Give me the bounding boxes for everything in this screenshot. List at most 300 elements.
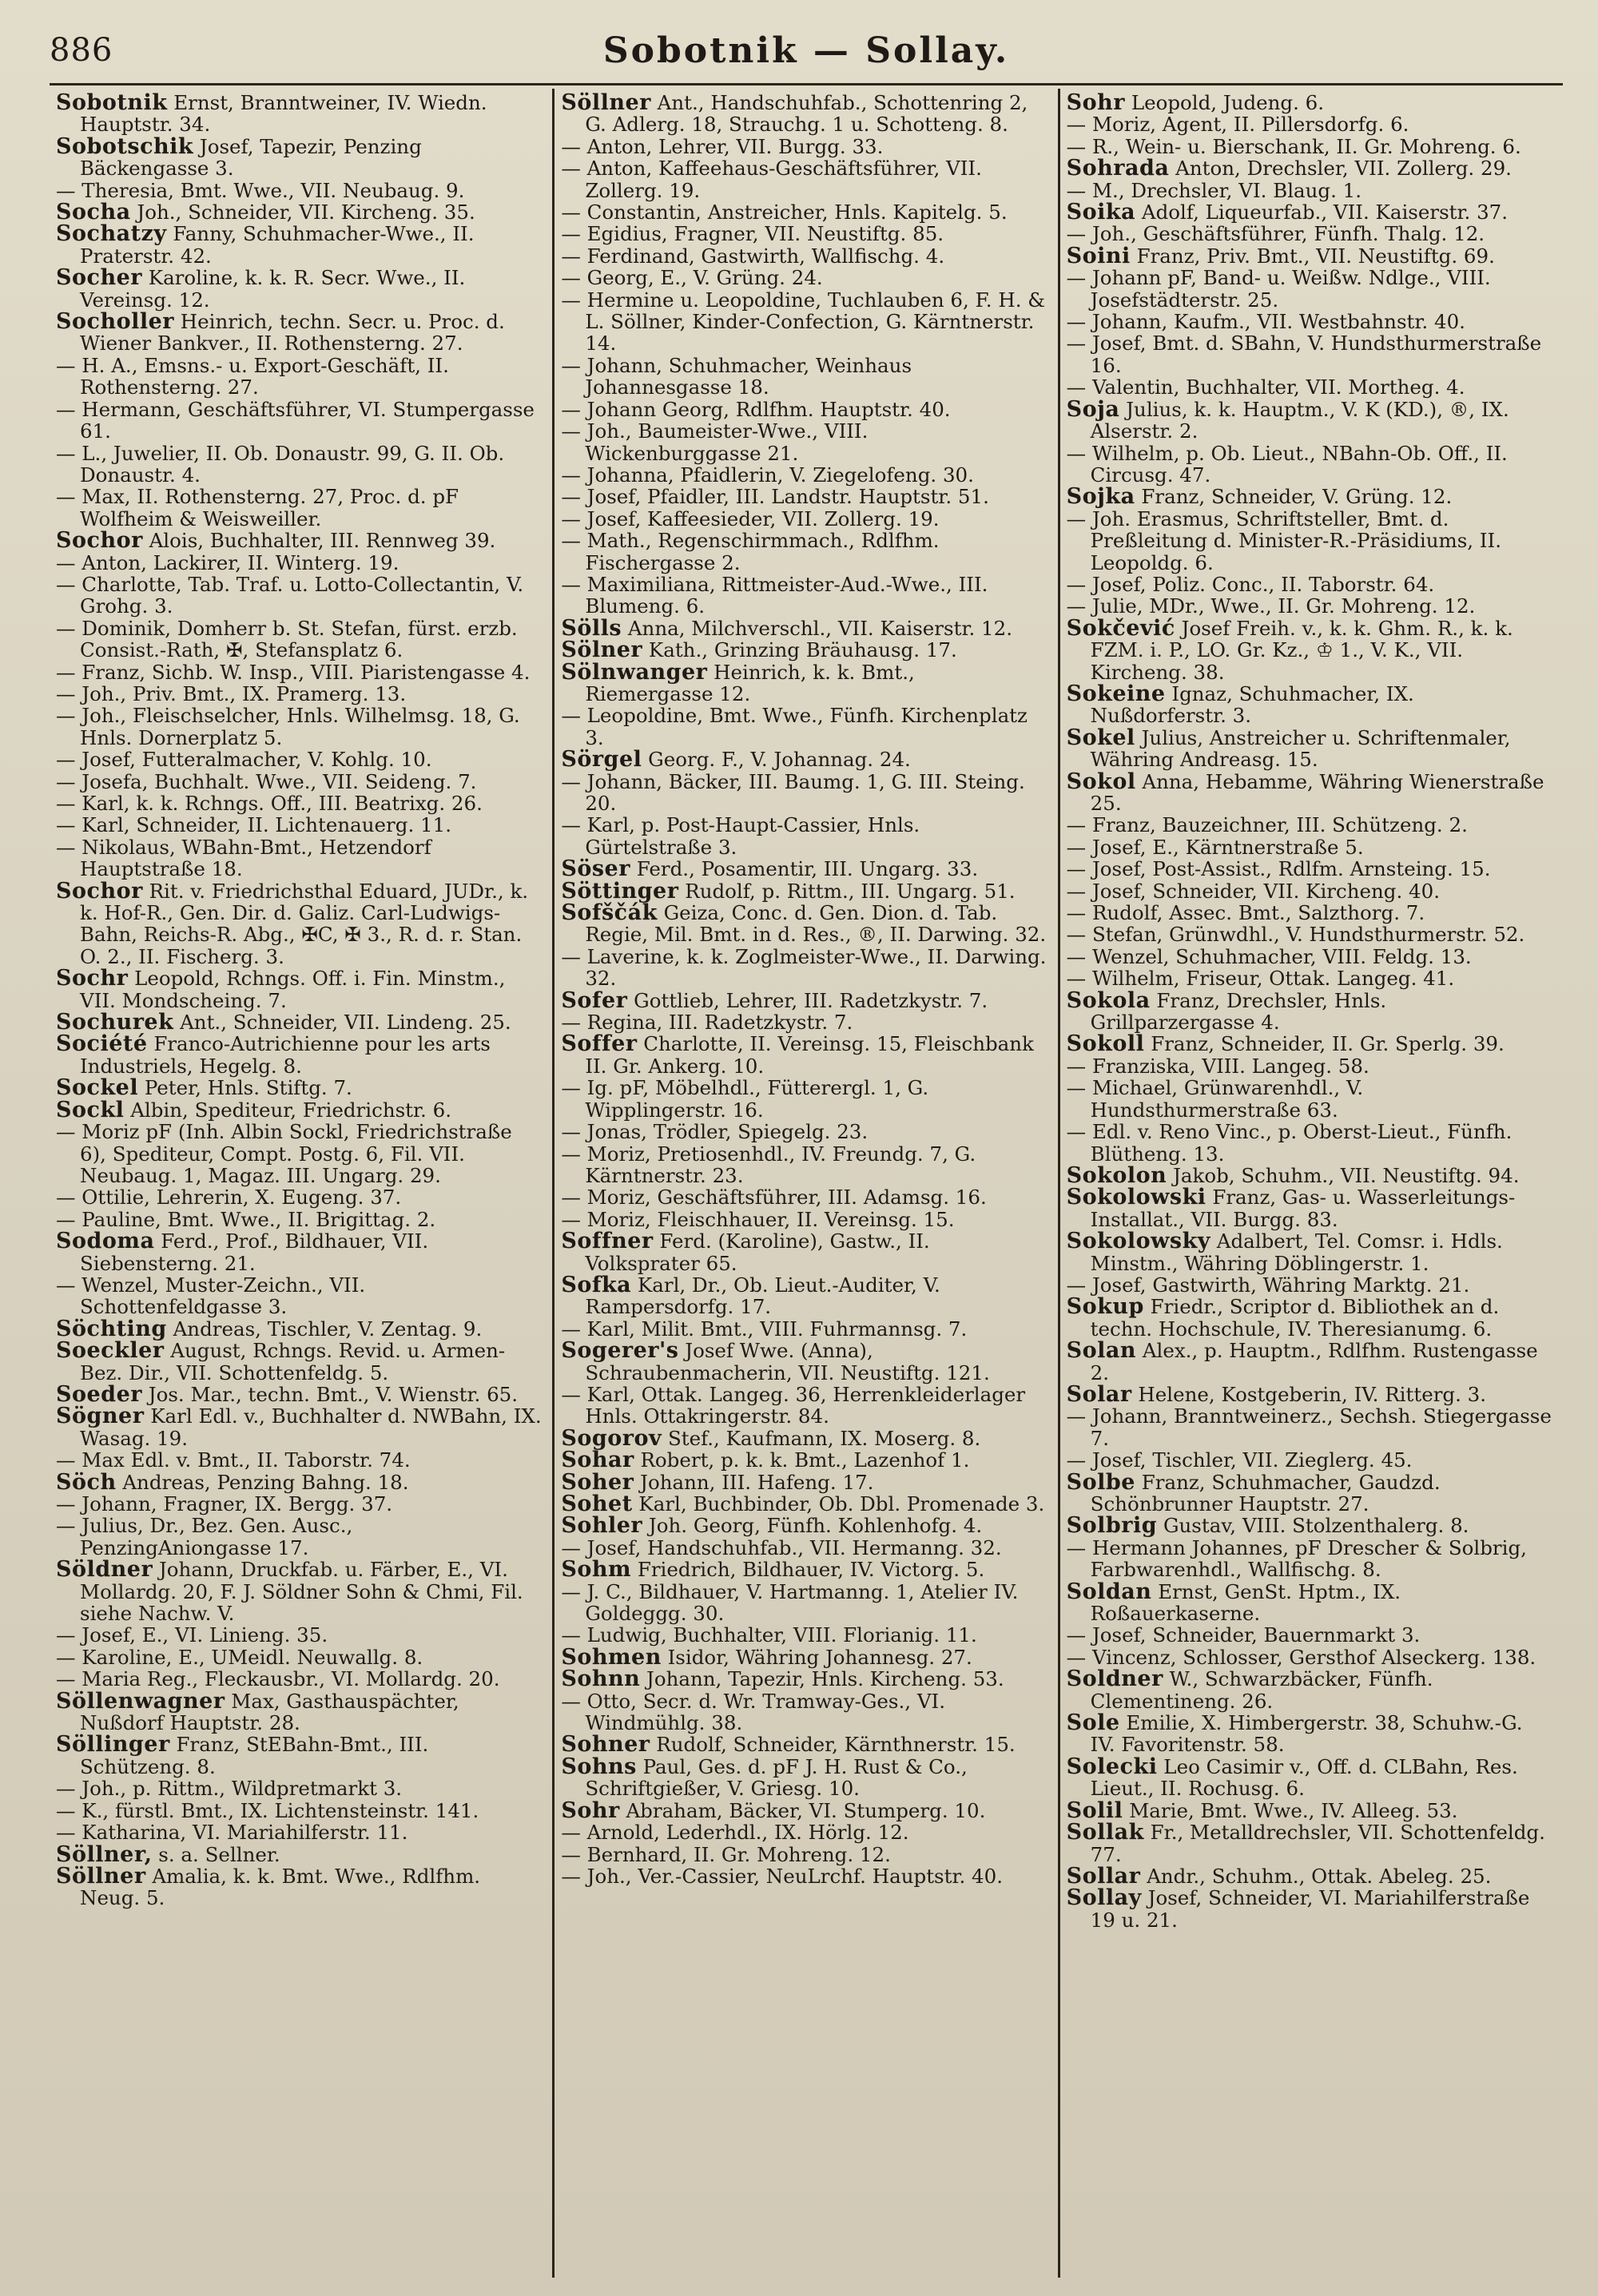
entry-text: — Joh., p. Rittm., Wildpretmarkt 3. <box>56 1777 403 1801</box>
entry-text: — Johann, Bäcker, III. Baumg. 1, G. III. Steing. 20. <box>561 769 1025 815</box>
directory-entry <box>1067 946 1553 967</box>
entry-text: — Josef, Poliz. Conc., II. Taborstr. 64. <box>1066 572 1435 596</box>
directory-entry <box>1067 967 1553 989</box>
entry-text: Rudolf, Schneider, Kärnthnerstr. 15. <box>650 1733 1016 1757</box>
entry-headname: Söch <box>56 1469 117 1495</box>
directory-entry <box>56 814 543 836</box>
entry-headname: Sohar <box>561 1448 634 1473</box>
entry-text: Ferd. (Karoline), Gastw., II. Volksprater 65. <box>585 1229 930 1275</box>
directory-entry <box>1067 443 1553 487</box>
directory-entry <box>56 618 543 661</box>
directory-entry <box>561 1384 1047 1428</box>
directory-entry <box>561 201 1047 223</box>
directory-entry <box>561 267 1047 288</box>
directory-entry <box>1067 157 1553 179</box>
entry-text: Andreas, Penzing Bahng. 18. <box>116 1470 409 1494</box>
entry-headname: Sogorov <box>561 1425 662 1451</box>
entry-text: — Moriz, Geschäftsführer, III. Adamsg. 16. <box>561 1186 987 1210</box>
directory-entry <box>561 1557 1047 1583</box>
directory-entry <box>561 399 1047 420</box>
entry-text: — Wilhelm, Friseur, Ottak. Langeg. 41. <box>1066 967 1455 991</box>
directory-entry <box>56 1033 543 1077</box>
entry-headname: Socher <box>56 265 142 291</box>
entry-text: — Johann pF, Band- u. Weißw. Ndlge., VIII. Josefstädterstr. 25. <box>1066 266 1491 312</box>
directory-entry <box>1067 1296 1553 1340</box>
entry-text: Franz, Schneider, V. Grüng. 12. <box>1135 485 1453 509</box>
directory-entry <box>561 1425 1047 1451</box>
entry-headname: Sodoma <box>56 1229 155 1254</box>
directory-entry <box>561 858 1047 880</box>
directory-entry <box>1066 1469 1553 1515</box>
entry-text: — Moriz, Fleischhauer, II. Vereinsg. 15. <box>561 1207 955 1231</box>
entry-text: — Ferdinand, Gastwirth, Wallfischg. 4. <box>561 244 945 268</box>
entry-headname: Sokol <box>1066 769 1136 794</box>
directory-entry <box>1067 924 1553 945</box>
entry-headname: Soeder <box>56 1381 142 1407</box>
entry-text: — L., Juwelier, II. Ob. Donaustr. 99, G. II. Ob. Donaustr. 4. <box>56 441 505 487</box>
directory-entry <box>56 355 543 399</box>
entry-headname: Solil <box>1066 1797 1123 1823</box>
directory-entry <box>56 1668 543 1690</box>
entry-headname: Soika <box>1066 200 1136 225</box>
entry-text: — Wenzel, Muster-Zeichn., VII. Schottenfeldgasse 3. <box>56 1273 366 1319</box>
entry-text: Amalia, k. k. Bmt. Wwe., Rdlfhm. Neug. 5. <box>80 1864 481 1910</box>
directory-entry <box>561 705 1047 749</box>
entry-text: Geiza, Conc. d. Gen. Dion. d. Tab. Regie, Mil. Bmt. in d. Res., ®, II. Darwing. 32. <box>585 901 1047 947</box>
directory-entry <box>56 967 543 1011</box>
entry-headname: Sockl <box>56 1097 125 1122</box>
entry-text: Jos. Mar., techn. Bmt., V. Wienstr. 65. <box>141 1382 519 1406</box>
entry-text: Paul, Ges. d. pF J. H. Rust & Co., Schriftgießer, V. Griesg. 10. <box>585 1754 968 1801</box>
entry-text: — Moriz pF (Inh. Albin Sockl, Friedrichstraße 6), Spediteur, Compt. Postg. 6, Fil. VII. Neubaug. 1, Magaz. III. Ungarg. 29. <box>56 1120 512 1187</box>
entry-text: — Johanna, Pfaidlerin, V. Ziegelofeng. 30. <box>561 463 974 487</box>
entry-headname: Sokčević <box>1066 615 1175 641</box>
entry-text: Jakob, Schuhm., VII. Neustiftg. 94. <box>1167 1163 1520 1187</box>
directory-entry <box>1067 858 1553 880</box>
directory-entry <box>1067 113 1553 135</box>
directory-entry <box>561 1821 1047 1843</box>
directory-entry <box>561 223 1047 244</box>
entry-text: Leo Casimir v., Off. d. CLBahn, Res. Lieut., II. Rochusg. 6. <box>1090 1754 1518 1801</box>
entry-text: — Karl, Milit. Bmt., VIII. Fuhrmannsg. 7. <box>561 1317 968 1341</box>
entry-text: — Anton, Lehrer, VII. Burgg. 33. <box>561 134 884 158</box>
entry-text: — Josef, E., Kärntnerstraße 5. <box>1066 835 1364 859</box>
entry-text: — Rudolf, Assec. Bmt., Salzthorg. 7. <box>1066 901 1425 925</box>
directory-entry <box>1067 1274 1553 1296</box>
entry-headname: Sohler <box>561 1513 643 1539</box>
directory-entry <box>56 749 543 770</box>
directory-entry <box>561 157 1047 201</box>
directory-entry <box>561 1624 1047 1646</box>
entry-text: — Math., Regenschirmmach., Rdlfhm. Fischergasse 2. <box>561 529 940 574</box>
entry-text: — Josef, Gastwirth, Währing Marktg. 21. <box>1066 1273 1470 1297</box>
directory-entry <box>56 1559 543 1624</box>
directory-entry <box>56 486 543 530</box>
directory-entry <box>56 1011 543 1033</box>
directory-entry <box>1067 1887 1553 1931</box>
entry-text: — Wilhelm, p. Ob. Lieut., NBahn-Ob. Off., II. Circusg. 47. <box>1066 441 1508 487</box>
directory-entry <box>561 1732 1047 1758</box>
entry-text: — Johann Georg, Rdlfhm. Hauptstr. 40. <box>561 397 951 421</box>
entry-text: Josef Wwe. (Anna), Schraubenmacherin, VII. Neustiftg. 121. <box>585 1339 990 1384</box>
entry-text: Georg. F., V. Johannag. 24. <box>642 748 911 772</box>
entry-headname: Socha <box>56 200 131 225</box>
entry-text: Josef, Schneider, VI. Mariahilferstraße 19 u. 21. <box>1090 1886 1530 1932</box>
directory-entry <box>1067 1077 1553 1121</box>
entry-text: Franz, StEBahn-Bmt., III. Schützeng. 8. <box>80 1733 429 1778</box>
entry-text: Rudolf, p. Rittm., III. Ungarg. 51. <box>678 879 1016 903</box>
directory-entry <box>1066 1797 1553 1823</box>
directory-entry <box>1066 396 1553 443</box>
directory-entry <box>561 1844 1047 1865</box>
entry-text: Marie, Bmt. Wwe., IV. Alleeg. 53. <box>1123 1798 1458 1822</box>
directory-entry <box>1067 376 1553 398</box>
directory-entry <box>1067 595 1553 617</box>
directory-entry <box>561 464 1047 486</box>
entry-headname: Söllenwagner <box>56 1688 225 1714</box>
directory-entry <box>1066 987 1553 1035</box>
entry-headname: Sohnn <box>561 1666 641 1692</box>
directory-entry <box>56 1734 543 1778</box>
entry-text: — Franz, Sichb. W. Insp., VIII. Piaristengasse 4. <box>56 660 531 684</box>
entry-text: Max, Gasthauspächter, Nußdorf Hauptstr. 28. <box>80 1689 459 1735</box>
entry-text: Alois, Buchhalter, III. Rennweg 39. <box>142 529 496 553</box>
entry-text: s. a. Sellner. <box>152 1842 280 1866</box>
entry-headname: Sohrada <box>1066 156 1170 181</box>
directory-entry <box>1067 1865 1553 1887</box>
directory-entry <box>561 1513 1047 1539</box>
entry-text: — Josef, Futteralmacher, V. Kohlg. 10. <box>56 748 432 772</box>
entry-text: — Joh., Geschäftsführer, Fünfh. Thalg. 12. <box>1066 222 1485 246</box>
entry-text: — Arnold, Lederhdl., IX. Hörlg. 12. <box>561 1821 909 1845</box>
entry-headname: Solan <box>1066 1338 1137 1364</box>
entry-text: — Edl. v. Reno Vinc., p. Oberst-Lieut., Fünfh. Blütheng. 13. <box>1066 1120 1513 1166</box>
directory-entry <box>561 1186 1047 1208</box>
directory-entry <box>1067 1121 1553 1165</box>
directory-entry <box>56 792 543 814</box>
directory-entry <box>561 289 1047 355</box>
directory-entry <box>561 1581 1047 1625</box>
entry-text: — Moriz, Agent, II. Pillersdorfg. 6. <box>1066 113 1409 137</box>
directory-entry <box>561 1469 1047 1495</box>
entry-text: Joh., Schneider, VII. Kircheng. 35. <box>130 201 475 224</box>
directory-entry <box>561 1493 1047 1515</box>
directory-entry <box>56 311 543 355</box>
entry-text: — Joh., Ver.-Cassier, NeuLrchf. Hauptstr. 40. <box>561 1864 1004 1888</box>
entry-text: — Julie, MDr., Wwe., II. Gr. Mohreng. 12. <box>1066 594 1476 618</box>
directory-entry <box>561 987 1047 1013</box>
directory-entry <box>56 1381 543 1407</box>
directory-entry <box>56 1778 543 1799</box>
directory-entry <box>1067 1647 1553 1668</box>
directory-entry <box>56 574 543 618</box>
directory-entry <box>56 1230 543 1274</box>
entry-text: — Karl, Ottak. Langeg. 36, Herrenkleiderlager Hnls. Ottakringerstr. 84. <box>561 1382 1026 1428</box>
entry-text: — Valentin, Buchhalter, VII. Mortheg. 4. <box>1066 375 1465 399</box>
entry-text: — Karl, k. k. Rchngs. Off., III. Beatrixg. 26. <box>56 792 483 815</box>
entry-text: — Dominik, Domherr b. St. Stefan, fürst. erzb. Consist.-Rath, ✠, Stefansplatz 6. <box>56 616 518 662</box>
entry-headname: Sokolowsky <box>1066 1229 1210 1254</box>
directory-entry <box>56 223 543 267</box>
entry-headname: Sohns <box>561 1754 637 1779</box>
entry-text: — Josef, E., VI. Linieng. 35. <box>56 1623 328 1647</box>
entry-text: Karoline, k. k. R. Secr. Wwe., II. Vereinsg. 12. <box>80 266 466 312</box>
entry-text: — Otto, Secr. d. Wr. Tramway-Ges., VI. Windmühlg. 38. <box>561 1689 946 1735</box>
directory-entry <box>561 1797 1047 1823</box>
entry-text: — Constantin, Anstreicher, Hnls. Kapitelg. 5. <box>561 201 1008 224</box>
entry-text: Franz, Gas- u. Wasserleitungs-Installat., VII. Burgg. 83. <box>1090 1186 1516 1231</box>
directory-entry <box>56 1186 543 1208</box>
entry-text: — Josef, Schneider, VII. Kircheng. 40. <box>1066 879 1441 903</box>
directory-entry <box>561 1449 1047 1471</box>
entry-text: — Josef, Tischler, VII. Zieglerg. 45. <box>1066 1448 1413 1472</box>
directory-entry <box>1067 1581 1553 1625</box>
entry-headname: Sohr <box>561 1797 620 1823</box>
entry-text: — Vincenz, Schlosser, Gersthof Alseckerg. 138. <box>1066 1645 1536 1669</box>
directory-entry <box>561 1011 1047 1033</box>
entry-text: Charlotte, II. Vereinsg. 15, Fleischbank II. Gr. Ankerg. 10. <box>585 1032 1034 1078</box>
entry-text: — Wenzel, Schuhmacher, VIII. Feldg. 13. <box>1066 944 1472 968</box>
entry-headname: Sochor <box>56 528 143 554</box>
directory-entry <box>56 1405 543 1449</box>
entry-text: Franz, Drechsler, Hnls. Grillparzergasse 4. <box>1090 988 1387 1035</box>
directory-entry <box>56 683 543 705</box>
entry-text: — Ig. pF, Möbelhdl., Fütterergl. 1, G. Wipplingerstr. 16. <box>561 1076 929 1122</box>
entry-text: Stef., Kaufmann, IX. Moserg. 8. <box>662 1426 981 1450</box>
directory-entry <box>1067 267 1553 311</box>
entry-headname: Soffner <box>561 1229 654 1254</box>
entry-headname: Sobotschik <box>56 133 194 159</box>
directory-entry <box>56 705 543 749</box>
entry-text: Julius, Anstreicher u. Schriftenmaler, Währing Andreasg. 15. <box>1090 725 1511 772</box>
entry-text: Leopold, Rchngs. Off. i. Fin. Minstm., VII. Mondscheing. 7. <box>80 967 506 1012</box>
entry-headname: Soher <box>561 1469 634 1495</box>
directory-entry <box>561 420 1047 464</box>
entry-text: — Leopoldine, Bmt. Wwe., Fünfh. Kirchenplatz 3. <box>561 704 1028 749</box>
directory-entry <box>1067 1756 1553 1800</box>
entry-text: Adalbert, Tel. Comsr. i. Hdls. Minstm., Währing Döblingerstr. 1. <box>1090 1229 1503 1275</box>
entry-text: Ernst, GenSt. Hptm., IX. Roßauerkaserne. <box>1090 1579 1401 1626</box>
entry-text: Fanny, Schuhmacher-Wwe., II. Praterstr. 42. <box>80 222 475 268</box>
entry-text: W., Schwarzbäcker, Fünfh. Clementineng. 26. <box>1090 1667 1433 1713</box>
entry-headname: Sörgel <box>561 747 642 773</box>
directory-entry <box>561 1340 1047 1384</box>
directory-entry <box>1067 223 1553 244</box>
directory-entry <box>561 574 1047 618</box>
directory-entry <box>1066 1513 1553 1539</box>
directory-entry <box>56 771 543 792</box>
entry-headname: Sokolon <box>1066 1162 1167 1188</box>
entry-text: Albin, Spediteur, Friedrichstr. 6. <box>124 1098 451 1122</box>
entry-text: August, Rchngs. Revid. u. Armen-Bez. Dir., VII. Schottenfeldg. 5. <box>80 1339 506 1384</box>
directory-entry <box>561 136 1047 157</box>
entry-text: Helene, Kostgeberin, IV. Ritterg. 3. <box>1131 1382 1487 1406</box>
directory-entry <box>561 245 1047 267</box>
directory-entry <box>56 201 543 223</box>
entry-headname: Sojka <box>1066 484 1135 510</box>
entry-text: — H. A., Emsns.- u. Export-Geschäft, II. Rothensterng. 27. <box>56 353 449 399</box>
entry-text: Ferd., Prof., Bildhauer, VII. Siebensterng. 21. <box>80 1229 429 1275</box>
directory-entry <box>561 639 1047 661</box>
entry-text: Johann, III. Hafeng. 17. <box>634 1470 874 1494</box>
directory-entry <box>56 1624 543 1646</box>
entry-headname: Socholler <box>56 309 175 335</box>
entry-text: — Laverine, k. k. Zoglmeister-Wwe., II. Darwing. 32. <box>561 944 1047 991</box>
entry-headname: Sohm <box>561 1557 632 1583</box>
column-2 <box>552 89 1057 2278</box>
entry-text: Josef Freih. v., k. k. Ghm. R., k. k. FZM. i. P., LO. Gr. Kz., ♔ 1., V. K., VII. Kircheng. 38. <box>1090 616 1513 684</box>
entry-headname: Sollak <box>1066 1820 1144 1845</box>
entry-headname: Sochor <box>56 878 143 904</box>
directory-entry <box>56 552 543 574</box>
entry-text: — Bernhard, II. Gr. Mohreng. 12. <box>561 1842 891 1866</box>
entry-text: — Georg, E., V. Grüng. 24. <box>561 266 823 290</box>
entry-headname: Société <box>56 1031 148 1057</box>
entry-text: — Hermann Johannes, pF Drescher & Solbrig, Farbwarenhdl., Wallfischg. 8. <box>1066 1535 1527 1582</box>
entry-text: — Josef, Handschuhfab., VII. Hermanng. 32. <box>561 1535 1002 1559</box>
entry-headname: Sohmen <box>561 1644 662 1670</box>
entry-headname: Sölnwanger <box>561 659 708 685</box>
entry-text: Isidor, Währing Johannesg. 27. <box>661 1645 972 1669</box>
directory-entry <box>56 267 543 311</box>
entry-headname: Sokola <box>1066 987 1151 1013</box>
entry-text: — Josef, Bmt. d. SBahn, V. Hundsthurmerstraße 16. <box>1066 332 1542 377</box>
directory-entry <box>1066 1381 1553 1407</box>
directory-entry <box>1067 1186 1553 1230</box>
entry-headname: Sokup <box>1066 1294 1144 1320</box>
entry-headname: Soeckler <box>56 1338 165 1364</box>
directory-entry <box>561 946 1047 990</box>
directory-entry <box>561 1318 1047 1340</box>
entry-headname: Soja <box>1066 396 1120 422</box>
directory-entry <box>56 92 543 136</box>
entry-text: — Johann, Kaufm., VII. Westbahnstr. 40. <box>1066 310 1465 334</box>
page-header <box>50 27 1563 85</box>
entry-text: — Franziska, VIII. Langeg. 58. <box>1066 1054 1369 1078</box>
entry-text: — Jonas, Trödler, Spiegelg. 23. <box>561 1120 869 1144</box>
entry-text: Heinrich, techn. Secr. u. Proc. d. Wiener Bankver., II. Rothensterng. 27. <box>80 310 505 356</box>
directory-entry <box>1067 245 1553 267</box>
entry-headname: Soldner <box>1066 1666 1163 1692</box>
entry-text: Franz, Schuhmacher, Gaudzd. Schönbrunner Hauptstr. 27. <box>1090 1470 1441 1515</box>
directory-entry <box>1067 1340 1553 1384</box>
directory-entry <box>56 661 543 683</box>
directory-entry <box>561 1756 1047 1800</box>
entry-text: Anna, Hebamme, Währing Wienerstraße 25. <box>1090 769 1544 815</box>
directory-entry <box>1067 880 1553 902</box>
entry-text: — K., fürstl. Bmt., IX. Lichtensteinstr. 141. <box>56 1798 479 1822</box>
directory-entry <box>561 508 1047 530</box>
entry-text: — Karl, Schneider, II. Lichtenauerg. 11. <box>56 813 451 837</box>
entry-text: Adolf, Liqueurfab., VII. Kaiserstr. 37. <box>1135 201 1509 224</box>
directory-entry <box>56 1515 543 1559</box>
directory-entry <box>1067 1624 1553 1646</box>
directory-entry <box>561 1644 1047 1670</box>
entry-text: — Maximiliana, Rittmeister-Aud.-Wwe., III. Blumeng. 6. <box>561 572 988 618</box>
directory-entry <box>561 1690 1047 1734</box>
directory-entry <box>1067 574 1553 595</box>
entry-headname: Soffer <box>561 1031 638 1057</box>
directory-entry <box>56 1865 543 1909</box>
directory-entry <box>561 1537 1047 1559</box>
directory-entry <box>1067 508 1553 574</box>
entry-headname: Solbe <box>1066 1469 1135 1495</box>
entry-text: Johann, Tapezir, Hnls. Kircheng. 53. <box>640 1667 1004 1691</box>
directory-entry <box>1067 727 1553 771</box>
entry-text: Joh. Georg, Fünfh. Kohlenhofg. 4. <box>642 1514 983 1538</box>
entry-headname: Sochurek <box>56 1010 174 1035</box>
directory-entry <box>56 880 543 968</box>
entry-headname: Söser <box>561 856 630 882</box>
entry-headname: Sohner <box>561 1732 650 1758</box>
entry-text: Franco-Autrichienne pour les arts Industriels, Hegelg. 8. <box>80 1032 491 1078</box>
directory-entry <box>561 1033 1047 1077</box>
directory-entry <box>561 1230 1047 1274</box>
directory-entry <box>1067 1712 1553 1756</box>
entry-text: — Joh., Baumeister-Wwe., VIII. Wickenburggasse 21. <box>561 419 869 465</box>
directory-entry <box>561 902 1047 946</box>
directory-entry <box>1067 683 1553 727</box>
entry-text: Franz, Priv. Bmt., VII. Neustiftg. 69. <box>1130 244 1495 268</box>
running-head: Sobotnik — Sollay. <box>602 30 1010 71</box>
entry-text: — Julius, Dr., Bez. Gen. Ausc., PenzingAniongasse 17. <box>56 1514 353 1559</box>
directory-entry <box>1067 902 1553 924</box>
directory-entry <box>56 1209 543 1230</box>
entry-text: — Michael, Grünwarenhdl., V. Hundsthurmerstraße 63. <box>1066 1076 1364 1122</box>
entry-text: Julius, k. k. Hauptm., V. K (KD.), ®, IX. Alserstr. 2. <box>1090 397 1509 443</box>
entry-text: — Hermine u. Leopoldine, Tuchlauben 6, F. H. & L. Söllner, Kinder-Confection, G. Kärntnerstr. 14. <box>561 288 1046 356</box>
entry-text: Ernst, Branntweiner, IV. Wiedn. Hauptstr. 34. <box>80 91 487 137</box>
entry-text: Andreas, Tischler, V. Zentag. 9. <box>166 1317 483 1341</box>
entry-text: Franz, Schneider, II. Gr. Sperlg. 39. <box>1144 1032 1505 1056</box>
directory-entry <box>56 1821 543 1843</box>
entry-text: — Josef, Pfaidler, III. Landstr. Hauptstr. 51. <box>561 485 989 509</box>
directory-entry <box>561 1143 1047 1187</box>
entry-text: — J. C., Bildhauer, V. Hartmanng. 1, Atelier IV. Goldeggg. 30. <box>561 1579 1019 1626</box>
directory-entry <box>1066 615 1553 684</box>
directory-entry <box>56 1690 543 1734</box>
entry-text: — Josef, Schneider, Bauernmarkt 3. <box>1066 1623 1421 1647</box>
directory-entry <box>1067 1449 1553 1471</box>
entry-text: Anna, Milchverschl., VII. Kaiserstr. 12. <box>622 616 1012 640</box>
entry-headname: Sokolowski <box>1066 1185 1206 1210</box>
entry-text: Fr., Metalldrechsler, VII. Schottenfeldg. 77. <box>1090 1821 1545 1866</box>
directory-entry <box>1067 1055 1553 1077</box>
entry-headname: Sölner <box>561 638 643 663</box>
directory-entry <box>56 836 543 880</box>
directory-entry <box>1067 1668 1553 1712</box>
directory-entry <box>1067 136 1553 157</box>
entry-headname: Sokeine <box>1066 681 1166 706</box>
entry-text: Gustav, VIII. Stolzenthalerg. 8. <box>1157 1514 1469 1538</box>
entry-text: — Moriz, Pretiosenhdl., IV. Freundg. 7, G. Kärntnerstr. 23. <box>561 1142 976 1187</box>
entry-headname: Söllner, <box>56 1841 153 1867</box>
entry-headname: Sollay <box>1066 1885 1142 1911</box>
entry-text: Karl, Dr., Ob. Lieut.-Auditer, V. Rampersdorfg. 17. <box>585 1273 940 1319</box>
directory-entry <box>561 880 1047 902</box>
directory-entry <box>1067 332 1553 376</box>
entry-text: Ignaz, Schuhmacher, IX. Nußdorferstr. 3. <box>1090 681 1414 728</box>
entry-text: — Theresia, Bmt. Wwe., VII. Neubaug. 9. <box>56 178 465 202</box>
directory-entry <box>1067 1033 1553 1055</box>
entry-headname: Sohr <box>1066 90 1126 115</box>
entry-headname: Sole <box>1066 1710 1120 1736</box>
directory-entry <box>1067 311 1553 332</box>
entry-headname: Sogerer's <box>561 1338 679 1364</box>
directory-entry <box>561 1077 1047 1121</box>
directory-entry <box>561 1209 1047 1230</box>
entry-headname: Sohet <box>561 1492 633 1516</box>
